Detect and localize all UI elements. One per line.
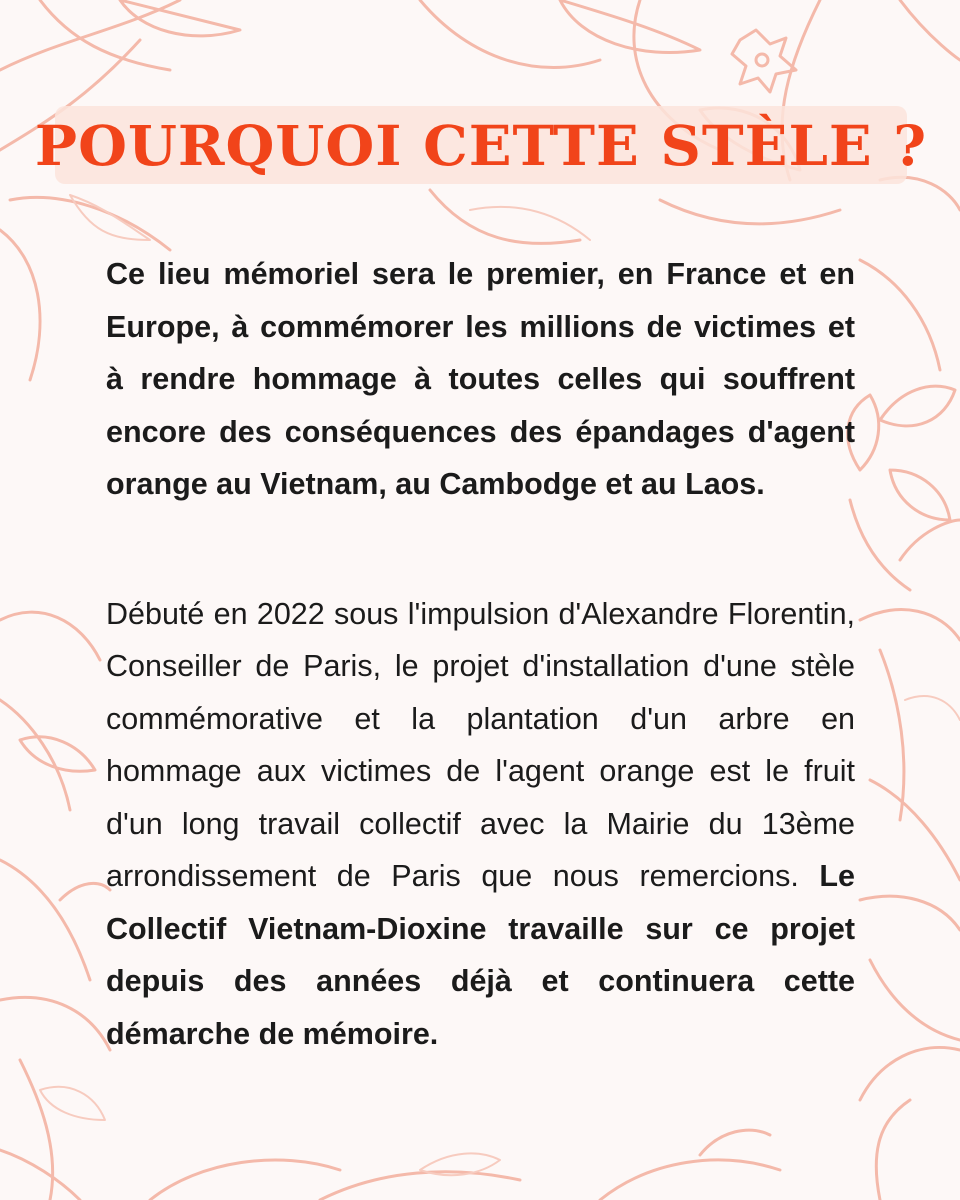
paragraph-history-bold: Le Collectif Vietnam-Dioxine travaille sur ce projet depuis des années déjà et continuera cette démarche de mémoire. [106,859,855,1051]
body-text [106,248,855,1060]
paragraph-history [106,588,855,1061]
paragraph-history-regular: Débuté en 2022 sous l'impulsion d'Alexandre Florentin, Conseiller de Paris, le projet d'installation d'une stèle commémorative et la plantation d'un arbre en hommage aux victimes de l'agent orange est le fruit d'un long travail collectif avec la Mairie du 13ème arrondissement de Paris que nous remercions. [106,596,855,893]
paragraph-intro: Ce lieu mémoriel sera le premier, en France et en Europe, à commémorer les millions de victimes et à rendre hommage à toutes celles qui souffrent encore des conséquences des épandages d'agent orange au Vietnam, au Cambodge et au Laos. [106,257,855,501]
page-title: POURQUOI CETTE STÈLE ? [34,112,928,178]
